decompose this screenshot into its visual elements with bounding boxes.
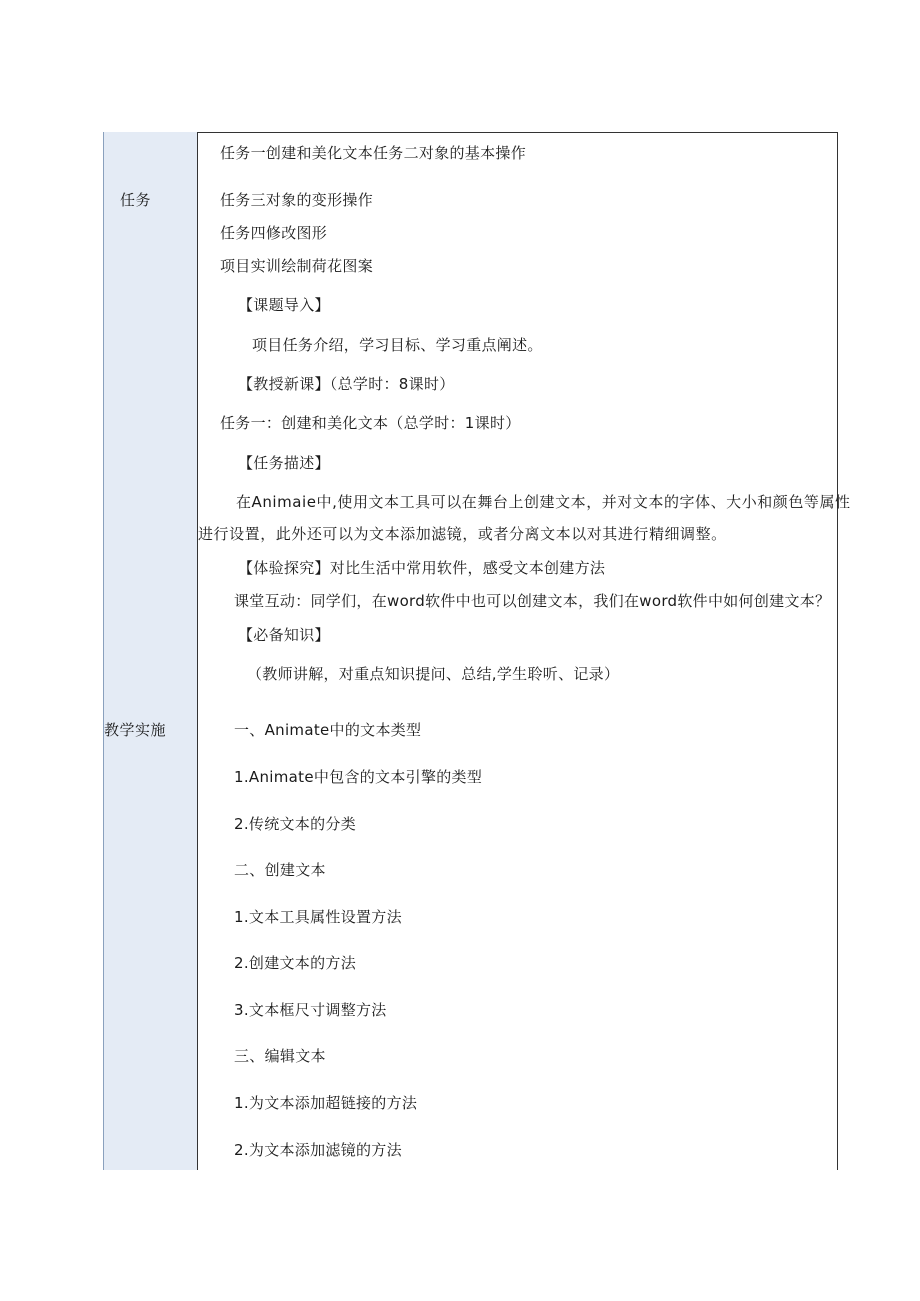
outline-item-1-2: 2.传统文本的分类 — [234, 815, 357, 833]
outline-section-2: 二、创建文本 — [234, 861, 326, 879]
outline-section-3: 三、编辑文本 — [234, 1047, 326, 1065]
outline-item-3-1: 1.为文本添加超链接的方法 — [234, 1094, 418, 1112]
task-line-4: 任务四修改图形 — [220, 224, 328, 242]
task-line-1: 任务一创建和美化文本任务二对象的基本操作 — [220, 144, 527, 162]
outline-item-2-2: 2.创建文本的方法 — [234, 954, 357, 972]
outline-section-1: 一、Animate中的文本类型 — [234, 721, 422, 739]
table-top-border — [103, 132, 838, 133]
column-divider — [197, 132, 198, 1170]
description-line-1: 在Animaie中,使用文本工具可以在舞台上创建文本，并对文本的字体、大小和颜色等属性 — [236, 493, 851, 511]
task-description-heading: 【任务描述】 — [238, 454, 330, 472]
task-one-heading: 任务一：创建和美化文本（总学时：1课时） — [220, 414, 521, 432]
description-line-2: 进行设置，此外还可以为文本添加滤镜，或者分离文本以对其进行精细调整。 — [198, 525, 727, 543]
section-intro-heading: 【课题导入】 — [238, 296, 330, 314]
explore-heading: 【体验探究】对比生活中常用软件，感受文本创建方法 — [238, 559, 606, 577]
outline-item-2-3: 3.文本框尺寸调整方法 — [234, 1001, 387, 1019]
new-lesson-heading: 【教授新课】（总学时：8课时） — [238, 375, 455, 393]
teacher-note: （教师讲解，对重点知识提问、总结,学生聆听、记录） — [247, 665, 620, 683]
label-column — [103, 132, 197, 1170]
task-line-3: 任务三对象的变形操作 — [220, 191, 374, 209]
implementation-label: 教学实施 — [104, 721, 167, 739]
outline-item-1-1: 1.Animate中包含的文本引擎的类型 — [234, 768, 483, 786]
table-right-border — [837, 132, 838, 1170]
outline-item-2-1: 1.文本工具属性设置方法 — [234, 908, 402, 926]
knowledge-heading: 【必备知识】 — [238, 626, 330, 644]
interaction-line: 课堂互动：同学们，在word软件中也可以创建文本，我们在word软件中如何创建文本？ — [234, 592, 831, 610]
project-training-line: 项目实训绘制荷花图案 — [220, 257, 374, 275]
intro-text: 项目任务介绍，学习目标、学习重点阐述。 — [252, 336, 543, 354]
outline-item-3-2: 2.为文本添加滤镜的方法 — [234, 1141, 402, 1159]
task-label: 任务 — [120, 191, 152, 209]
